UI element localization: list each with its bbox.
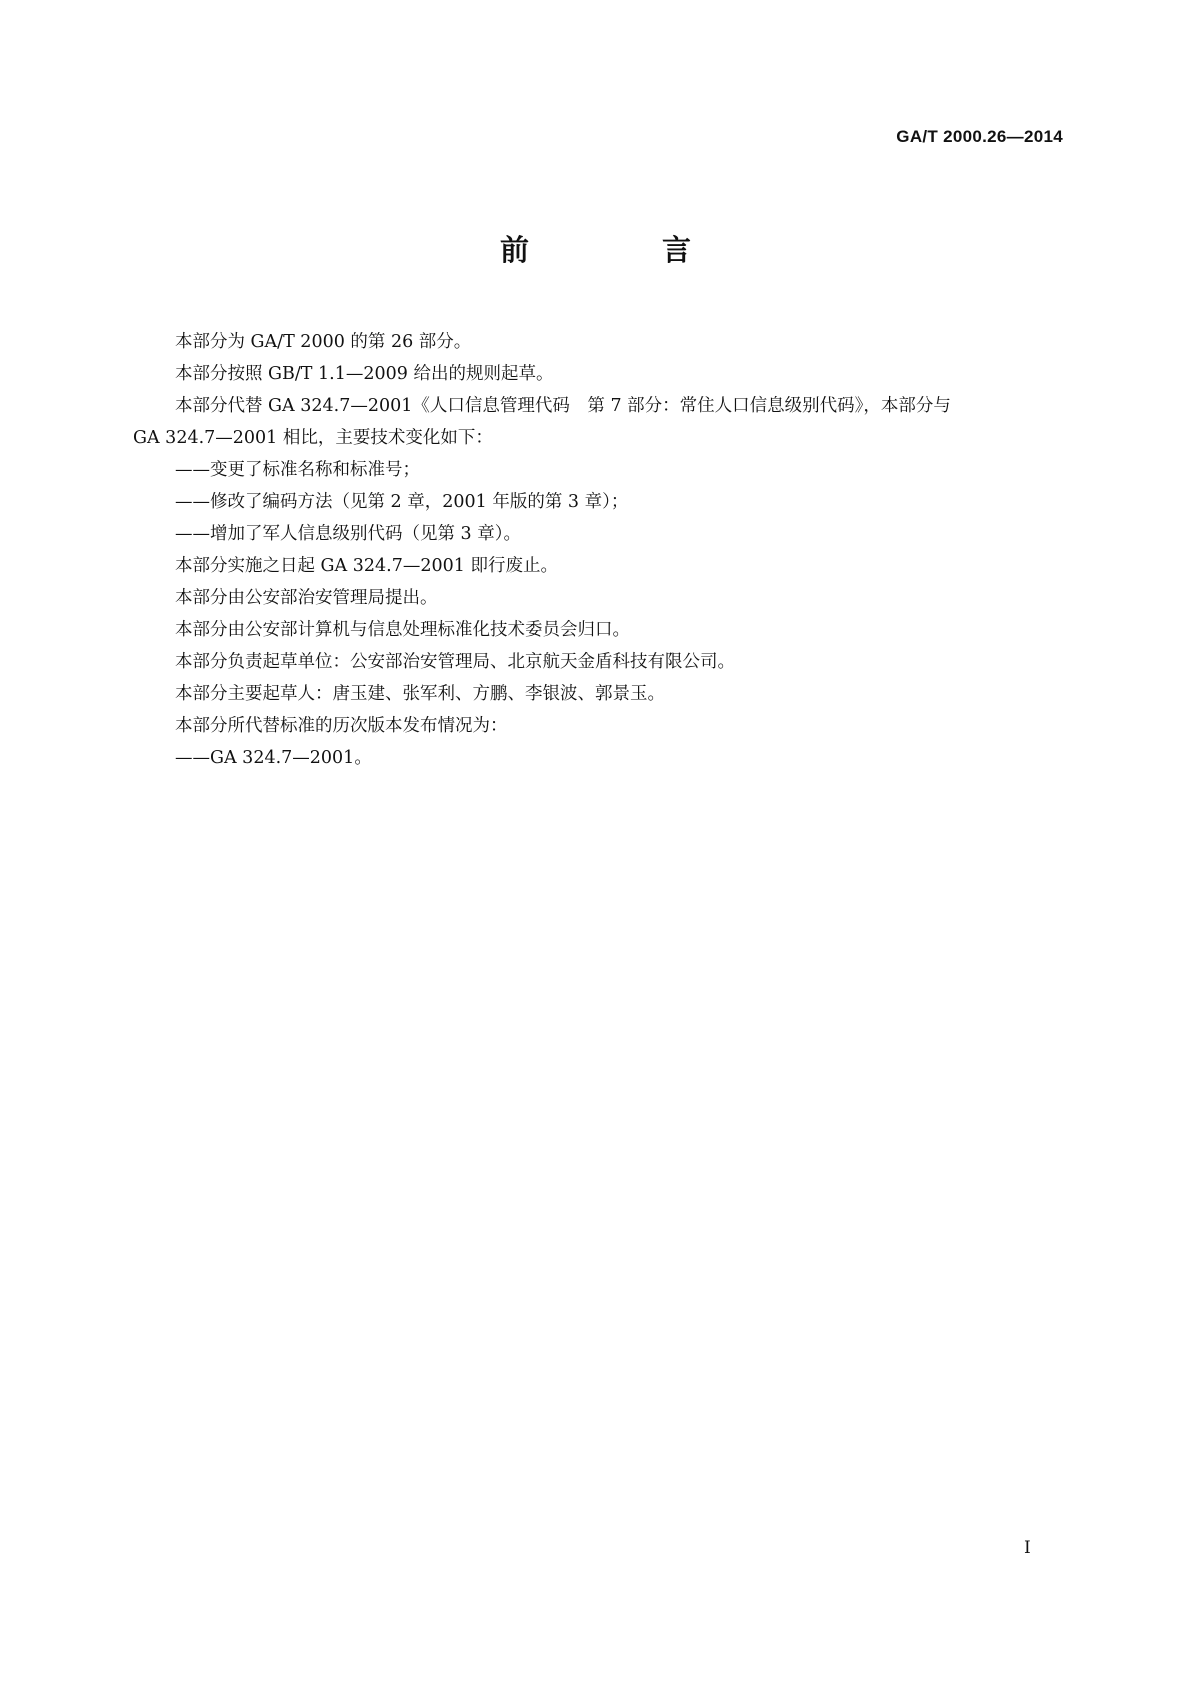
paragraph: 本部分实施之日起 GA 324.7—2001 即行废止。 — [175, 556, 558, 576]
paragraph: 本部分为 GA/T 2000 的第 26 部分。 — [175, 332, 472, 352]
page-number: I — [1024, 1538, 1031, 1558]
paragraph: 本部分负责起草单位：公安部治安管理局、北京航天金盾科技有限公司。 — [175, 652, 735, 672]
page-title: 前 言 — [499, 233, 743, 267]
list-item: ——GA 324.7—2001。 — [175, 748, 372, 768]
paragraph: 本部分主要起草人：唐玉建、张军利、方鹏、李银波、郭景玉。 — [175, 684, 665, 704]
paragraph: 本部分由公安部计算机与信息处理标准化技术委员会归口。 — [175, 620, 630, 640]
list-item: ——变更了标准名称和标准号； — [175, 460, 420, 480]
standard-code: GA/T 2000.26—2014 — [896, 127, 1063, 146]
paragraph-continuation: GA 324.7—2001 相比，主要技术变化如下： — [133, 428, 493, 448]
list-item: ——增加了军人信息级别代码（见第 3 章）。 — [175, 524, 522, 544]
list-item: ——修改了编码方法（见第 2 章，2001 年版的第 3 章）； — [175, 492, 629, 512]
paragraph: 本部分代替 GA 324.7—2001《人口信息管理代码 第 7 部分：常住人口信息级别代码》，本部分与 — [175, 396, 951, 416]
paragraph: 本部分由公安部治安管理局提出。 — [175, 588, 438, 608]
paragraph: 本部分按照 GB/T 1.1—2009 给出的规则起草。 — [175, 364, 554, 384]
foreword-body — [133, 326, 1061, 774]
paragraph: 本部分所代替标准的历次版本发布情况为： — [175, 716, 508, 736]
